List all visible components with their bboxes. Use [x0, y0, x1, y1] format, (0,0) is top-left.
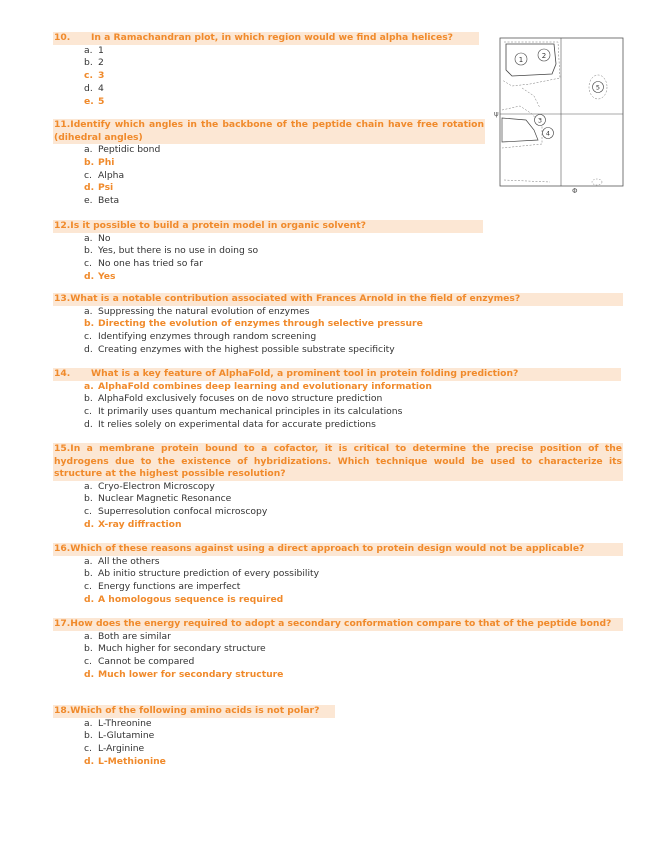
- option-list: [53, 481, 623, 532]
- axis-label-psi: ψ: [494, 110, 499, 118]
- question-15: [53, 443, 623, 532]
- question-text: How does the energy required to adopt a secondary conformation compare to that of the peptide bond?: [70, 618, 612, 629]
- question-18: [53, 705, 335, 769]
- question-number: 12.: [54, 220, 71, 231]
- question-header: [53, 705, 335, 718]
- option-c[interactable]: c. No one has tried so far: [84, 258, 203, 270]
- question-header: [53, 220, 483, 233]
- question-number: 15.: [54, 443, 71, 454]
- question-header: [53, 543, 623, 556]
- question-number: 17.: [54, 618, 71, 629]
- option-a[interactable]: a. Both are similar: [84, 630, 171, 642]
- option-b[interactable]: b. Yes, but there is no use in doing so: [84, 245, 259, 257]
- alpha-region-outline: [502, 118, 538, 142]
- option-a[interactable]: a. L-Threonine: [84, 717, 152, 729]
- option-e-correct[interactable]: e. 5: [84, 95, 105, 107]
- question-10: [53, 32, 479, 108]
- question-13: [53, 293, 623, 357]
- ramachandran-plot: [492, 34, 627, 194]
- option-list: [53, 556, 623, 607]
- question-text: Which of the following amino acids is not polar?: [70, 705, 320, 716]
- region-label-3: 3: [537, 116, 543, 125]
- option-c[interactable]: c. Energy functions are imperfect: [84, 581, 241, 593]
- option-b[interactable]: b. Much higher for secondary structure: [84, 643, 266, 655]
- option-a[interactable]: a. All the others: [84, 555, 160, 567]
- question-11: [53, 119, 485, 208]
- question-header: [53, 32, 479, 45]
- question-number: 16.: [54, 543, 71, 554]
- option-c[interactable]: c. L-Arginine: [84, 743, 145, 755]
- question-14: [53, 368, 621, 432]
- option-a[interactable]: a. Peptidic bond: [84, 144, 161, 155]
- option-d[interactable]: d. It relies solely on experimental data for accurate predictions: [84, 418, 376, 430]
- option-d-correct[interactable]: d. X-ray diffraction: [84, 518, 182, 530]
- option-d-correct[interactable]: d. Yes: [84, 270, 116, 282]
- option-d[interactable]: d. Creating enzymes with the highest possible substrate specificity: [84, 343, 395, 355]
- question-text: What is a key feature of AlphaFold, a prominent tool in protein folding prediction?: [91, 368, 519, 379]
- beta-region-dashed: [502, 42, 560, 86]
- option-a[interactable]: a. No: [84, 232, 111, 244]
- option-list: [53, 45, 479, 109]
- question-text: Identify which angles in the backbone of the peptide chain have free rotation (dihedral angles): [54, 119, 484, 143]
- option-b[interactable]: b. Nuclear Magnetic Resonance: [84, 493, 232, 505]
- option-a[interactable]: a. 1: [84, 44, 104, 56]
- region-label-1: 1: [518, 56, 524, 64]
- option-b-correct[interactable]: b. Directing the evolution of enzymes through selective pressure: [84, 318, 423, 330]
- question-header: [53, 119, 485, 144]
- option-c-correct[interactable]: c. 3: [84, 70, 105, 82]
- option-list: [53, 144, 485, 208]
- option-list: [53, 718, 335, 769]
- option-d[interactable]: d. 4: [84, 82, 104, 94]
- question-12: [53, 220, 483, 284]
- option-c[interactable]: c. Alpha: [84, 169, 125, 181]
- option-a[interactable]: a. Suppressing the natural evolution of enzymes: [84, 305, 310, 317]
- option-a[interactable]: a. Cryo-Electron Microscopy: [84, 480, 215, 492]
- option-b[interactable]: b. AlphaFold exclusively focuses on de novo structure prediction: [84, 393, 383, 405]
- question-16: [53, 543, 623, 607]
- option-d-correct[interactable]: d. Psi: [84, 182, 114, 194]
- region-label-4: 4: [545, 129, 551, 138]
- question-text: What is a notable contribution associated with Frances Arnold in the field of enzymes?: [70, 293, 521, 304]
- question-text: In a Ramachandran plot, in which region would we find alpha helices?: [91, 32, 454, 43]
- question-text: Which of these reasons against using a direct approach to protein design would not be applicable?: [70, 543, 585, 554]
- region-label-2: 2: [541, 52, 547, 60]
- option-b[interactable]: b. L-Glutamine: [84, 730, 155, 742]
- question-number: 14.: [54, 368, 71, 379]
- option-c[interactable]: c. Cannot be compared: [84, 656, 195, 668]
- question-text: In a membrane protein bound to a cofactor, it is critical to determine the precise position of the hydrogens due to the existence of hybridizations. Which technique would be used to characterize its structure at the highest possible resolution?: [54, 443, 622, 479]
- option-c[interactable]: c. Identifying enzymes through random screening: [84, 331, 317, 343]
- option-d-correct[interactable]: d. Much lower for secondary structure: [84, 668, 284, 680]
- question-number: 11.: [54, 119, 71, 130]
- option-c[interactable]: c. It primarily uses quantum mechanical principles in its calculations: [84, 406, 403, 418]
- option-b[interactable]: b. 2: [84, 57, 104, 69]
- option-d-correct[interactable]: d. L-Methionine: [84, 755, 166, 767]
- option-list: [53, 381, 621, 432]
- question-number: 13.: [54, 293, 71, 304]
- option-d-correct[interactable]: d. A homologous sequence is required: [84, 593, 284, 605]
- option-list: [53, 306, 623, 357]
- option-list: [53, 233, 483, 284]
- question-text: Is it possible to build a protein model in organic solvent?: [70, 220, 366, 231]
- region-label-5: 5: [595, 83, 601, 92]
- option-b[interactable]: b. Ab initio structure prediction of every possibility: [84, 568, 320, 580]
- question-number: 18.: [54, 705, 71, 716]
- option-c[interactable]: c. Superresolution confocal microscopy: [84, 506, 268, 518]
- option-b-correct[interactable]: b. Phi: [84, 156, 115, 168]
- question-header: [53, 443, 623, 481]
- option-a-correct[interactable]: a. AlphaFold combines deep learning and evolutionary information: [84, 380, 432, 392]
- axis-label-phi: Φ: [572, 187, 578, 194]
- question-17: [53, 618, 623, 682]
- question-number: 10.: [54, 32, 71, 43]
- question-header: [53, 368, 621, 381]
- option-list: [53, 631, 623, 682]
- question-header: [53, 618, 623, 631]
- question-header: [53, 293, 623, 306]
- option-e[interactable]: e. Beta: [84, 195, 120, 207]
- beta-region-outline: [506, 44, 556, 76]
